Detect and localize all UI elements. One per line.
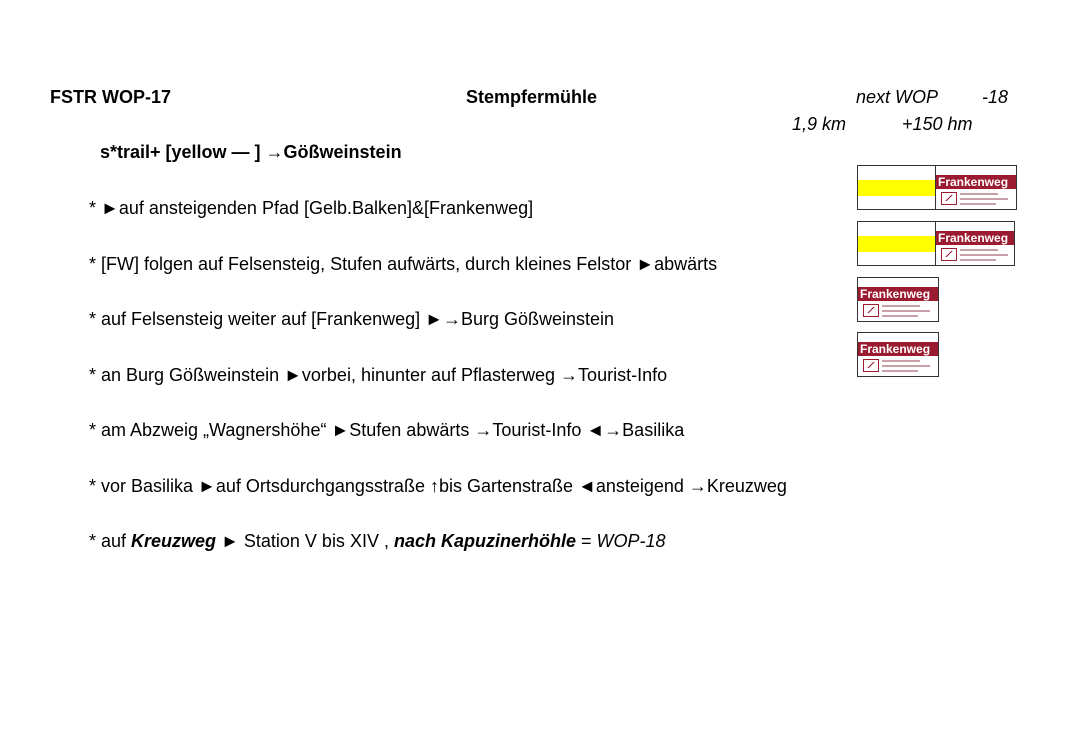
text-part: ► Station V bis XIV , xyxy=(216,531,394,551)
text-part: = xyxy=(575,531,597,551)
frankenweg-label: Frankenweg xyxy=(936,231,1015,245)
route-step: * am Abzweig „Wagnershöhe“ ►Stufen abwärts →Tourist-Info ◄→Basilika xyxy=(89,420,685,440)
yellow-bar-frankenweg-sign xyxy=(857,221,1015,266)
frankenweg-sign xyxy=(857,277,939,322)
frankenweg-marker xyxy=(858,333,939,377)
route-step: * [FW] folgen auf Felsensteig, Stufen aufwärts, durch kleines Felstor ►abwärts xyxy=(89,254,718,274)
yellow-bar-marker xyxy=(858,180,935,196)
waypoint-code: FSTR WOP-17 xyxy=(50,87,172,107)
waypoint-place: Stempfermühle xyxy=(466,87,598,107)
frankenweg-marker xyxy=(858,278,939,322)
route-step-final xyxy=(89,531,666,552)
route-step: * auf Felsensteig weiter auf [Frankenweg] ►→Burg Gößweinstein xyxy=(89,309,615,329)
text-part: * auf xyxy=(89,531,132,551)
frankenweg-label: Frankenweg xyxy=(858,287,939,301)
yellow-bar-marker xyxy=(858,236,935,252)
frankenweg-logo-icon xyxy=(941,192,957,205)
target-waypoint: WOP-18 xyxy=(596,531,666,551)
frankenweg-marker xyxy=(935,222,1015,266)
frankenweg-logo-icon xyxy=(863,304,879,317)
distance: 1,9 km xyxy=(792,114,847,134)
frankenweg-logo-icon xyxy=(941,248,957,261)
frankenweg-sign xyxy=(857,332,939,377)
trail-direction: s*trail+ [yellow — ] →Gößweinstein xyxy=(100,142,402,162)
kreuzweg-label: Kreuzweg xyxy=(131,531,217,551)
frankenweg-label: Frankenweg xyxy=(858,342,939,356)
route-step: * vor Basilika ►auf Ortsdurchgangsstraße ↑bis Gartenstraße ◄ansteigend →Kreuzweg xyxy=(89,476,787,496)
route-step: * an Burg Gößweinstein ►vorbei, hinunter auf Pflasterweg →Tourist-Info xyxy=(89,365,668,385)
yellow-bar-frankenweg-sign xyxy=(857,165,1017,210)
next-waypoint-number: -18 xyxy=(982,87,1009,107)
frankenweg-label: Frankenweg xyxy=(936,175,1017,189)
route-step: * ►auf ansteigenden Pfad [Gelb.Balken]&[Frankenweg] xyxy=(89,198,534,218)
elevation-gain: +150 hm xyxy=(902,114,973,134)
frankenweg-marker xyxy=(935,166,1017,210)
destination-label: nach Kapuzinerhöhle xyxy=(393,531,576,551)
next-waypoint-label: next WOP xyxy=(856,87,939,107)
frankenweg-logo-icon xyxy=(863,359,879,372)
